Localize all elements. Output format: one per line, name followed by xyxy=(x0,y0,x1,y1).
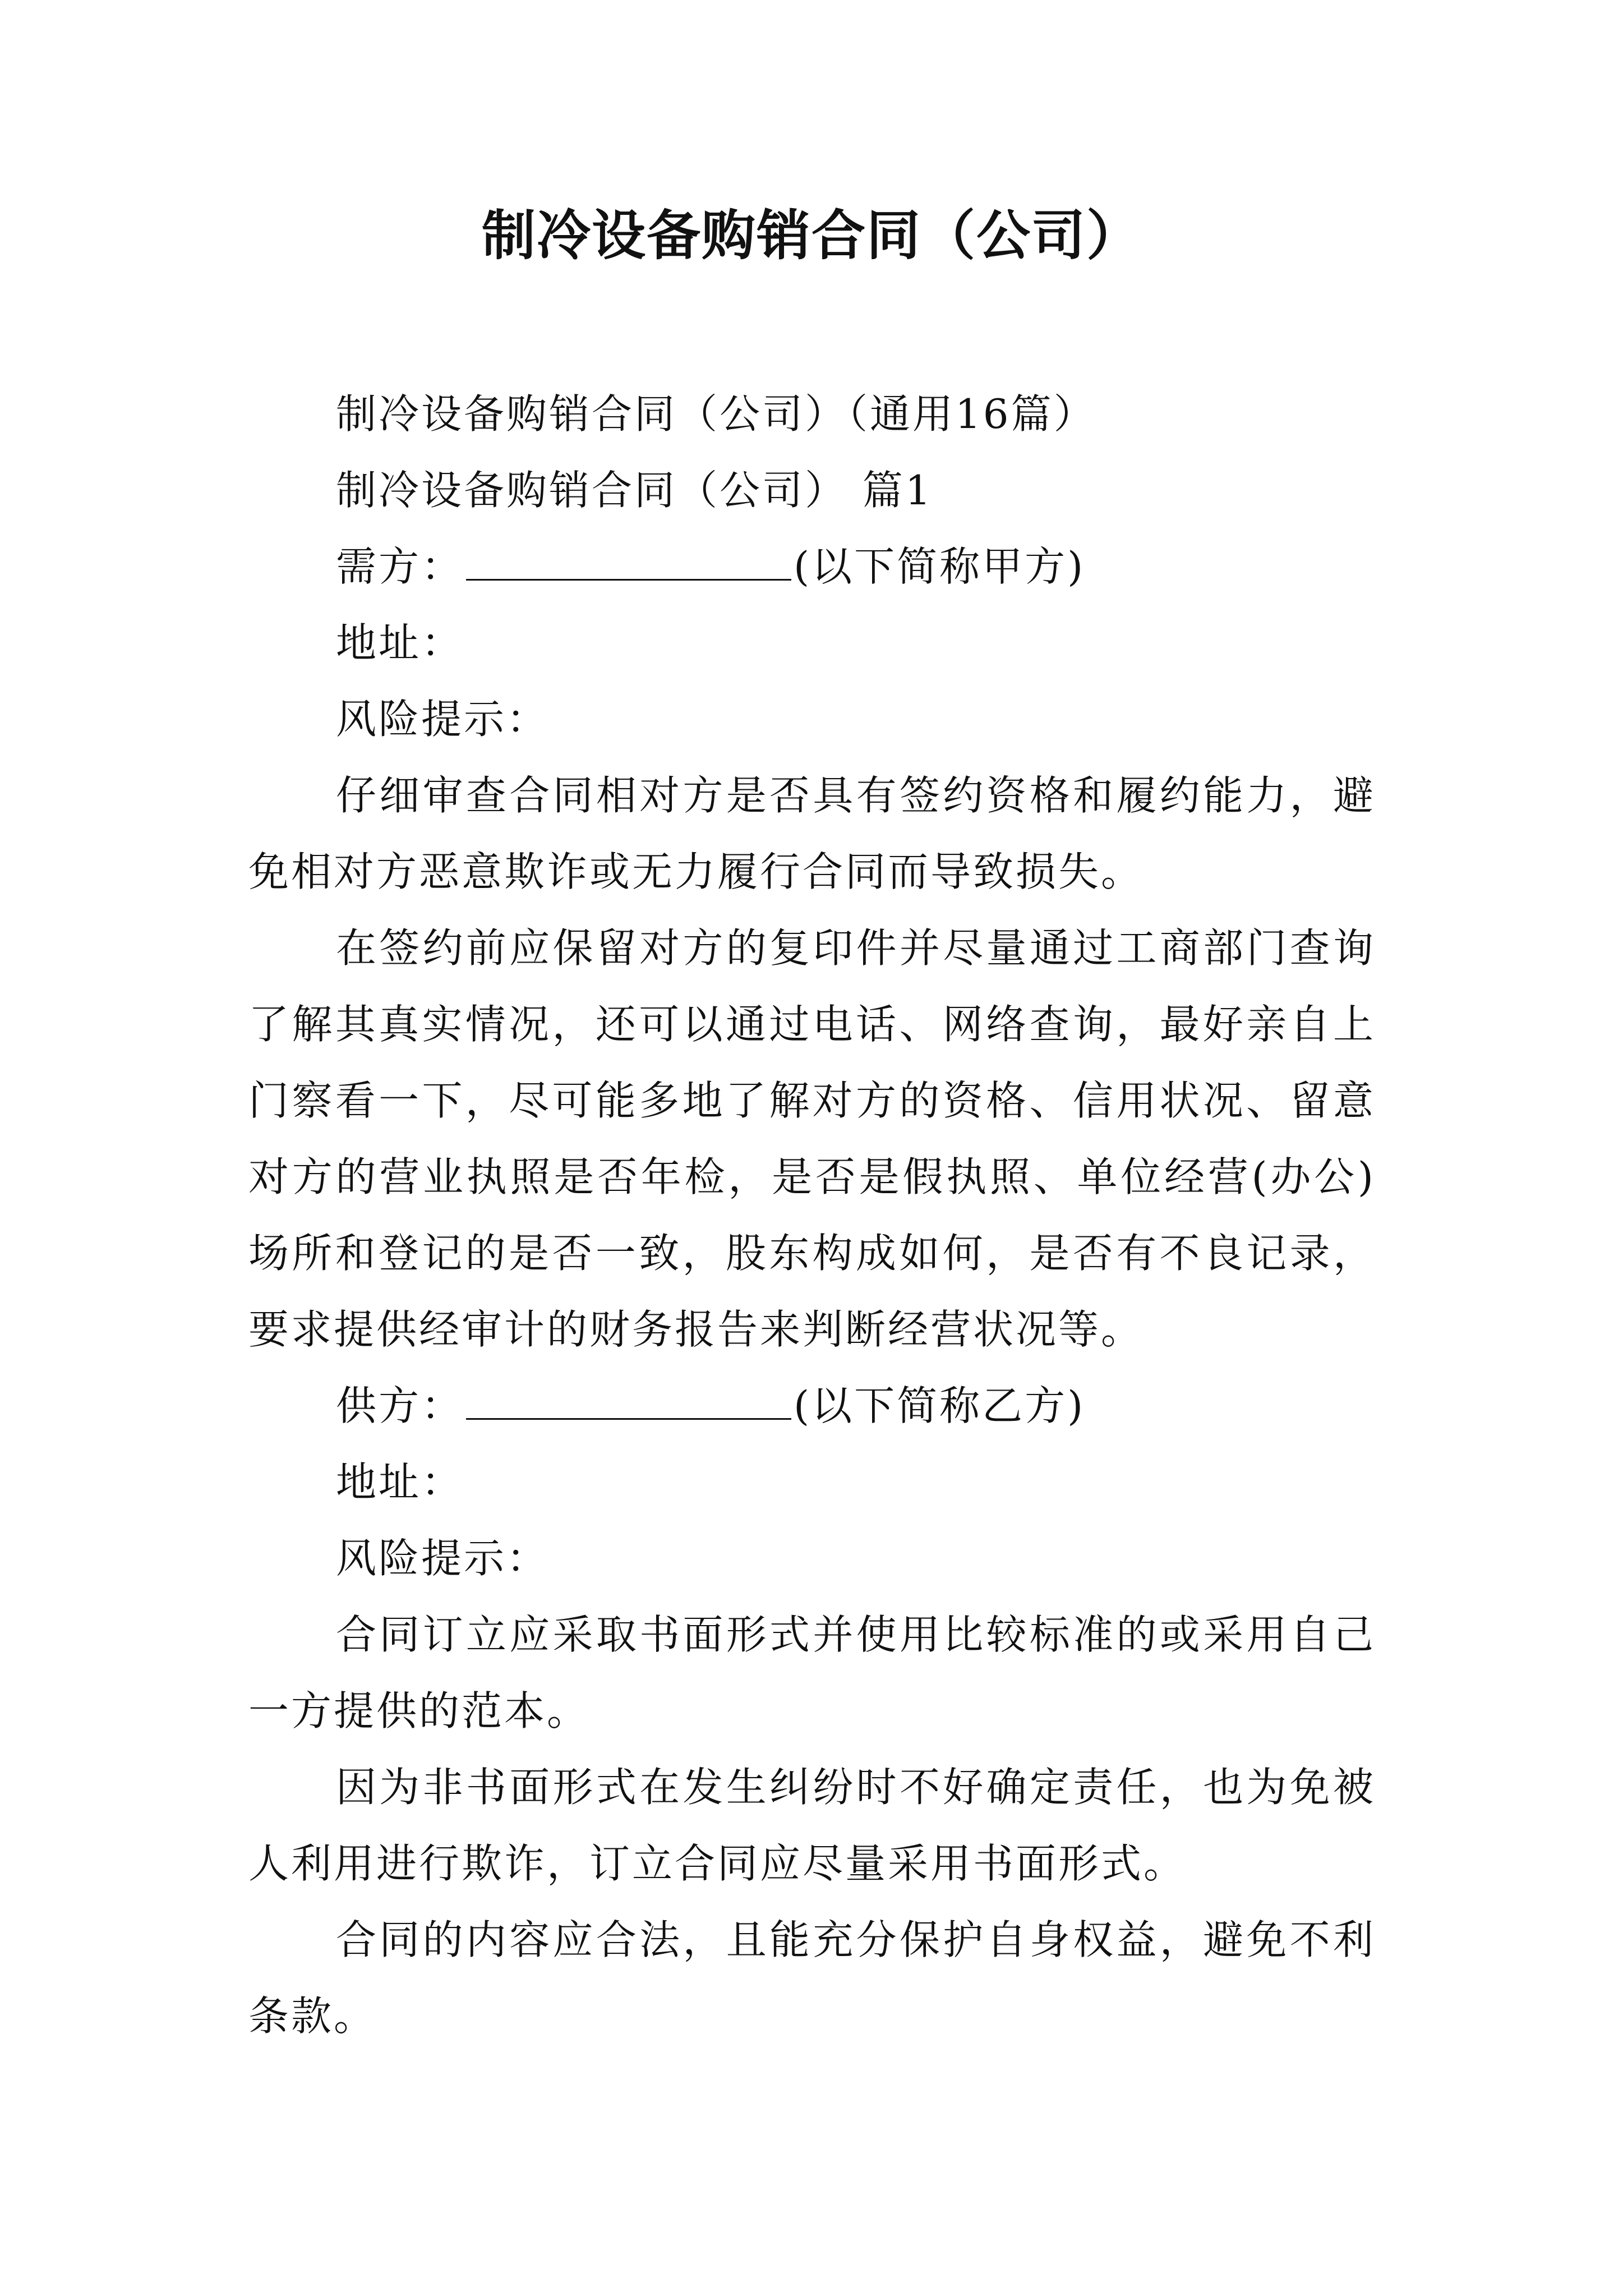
buyer-risk-label: 风险提示： xyxy=(336,696,550,743)
seller-risk-paragraph-1: 合同订立应采取书面形式并使用比较标准的或采用自己一方提供的范本。 xyxy=(248,1611,1376,1734)
seller-suffix: (以下简称乙方) xyxy=(794,1382,1086,1429)
buyer-label: 需方： xyxy=(336,543,464,590)
seller-risk-label: 风险提示： xyxy=(336,1535,550,1582)
buyer-address-label: 地址： xyxy=(336,619,464,666)
buyer-risk-paragraph-1: 仔细审查合同相对方是否具有签约资格和履约能力，避免相对方恶意欺诈或无力履行合同而导致损失。 xyxy=(248,772,1376,895)
section-heading: 制冷设备购销合同（公司） 篇1 xyxy=(336,467,933,514)
document-title: 制冷设备购销合同（公司） xyxy=(482,204,1141,267)
seller-address-label: 地址： xyxy=(336,1458,464,1506)
document-body xyxy=(248,376,1376,2054)
seller-label: 供方： xyxy=(336,1382,464,1429)
buyer-line xyxy=(248,528,1376,605)
buyer-suffix: (以下简称甲方) xyxy=(794,543,1086,590)
seller-risk-paragraph-2: 因为非书面形式在发生纠纷时不好确定责任，也为免被人利用进行欺诈，订立合同应尽量采用书面形式。 xyxy=(248,1764,1376,1887)
buyer-risk-paragraph-2: 在签约前应保留对方的复印件并尽量通过工商部门查询了解其真实情况，还可以通过电话、网络查询，最好亲自上门察看一下，尽可能多地了解对方的资格、信用状况、留意对方的营业执照是否年检，是否是假执照、单位经营(办公)场所和登记的是否一致，股东构成如何，是否有不良记录，要求提供经审计的财务报告来判断经营状况等。 xyxy=(248,924,1376,1353)
seller-line xyxy=(248,1368,1376,1444)
buyer-name-blank xyxy=(466,547,791,581)
document-subtitle: 制冷设备购销合同（公司）（通用16篇） xyxy=(336,390,1096,438)
seller-name-blank xyxy=(466,1387,791,1420)
seller-risk-paragraph-3: 合同的内容应合法，且能充分保护自身权益，避免不利条款。 xyxy=(248,1916,1376,2040)
